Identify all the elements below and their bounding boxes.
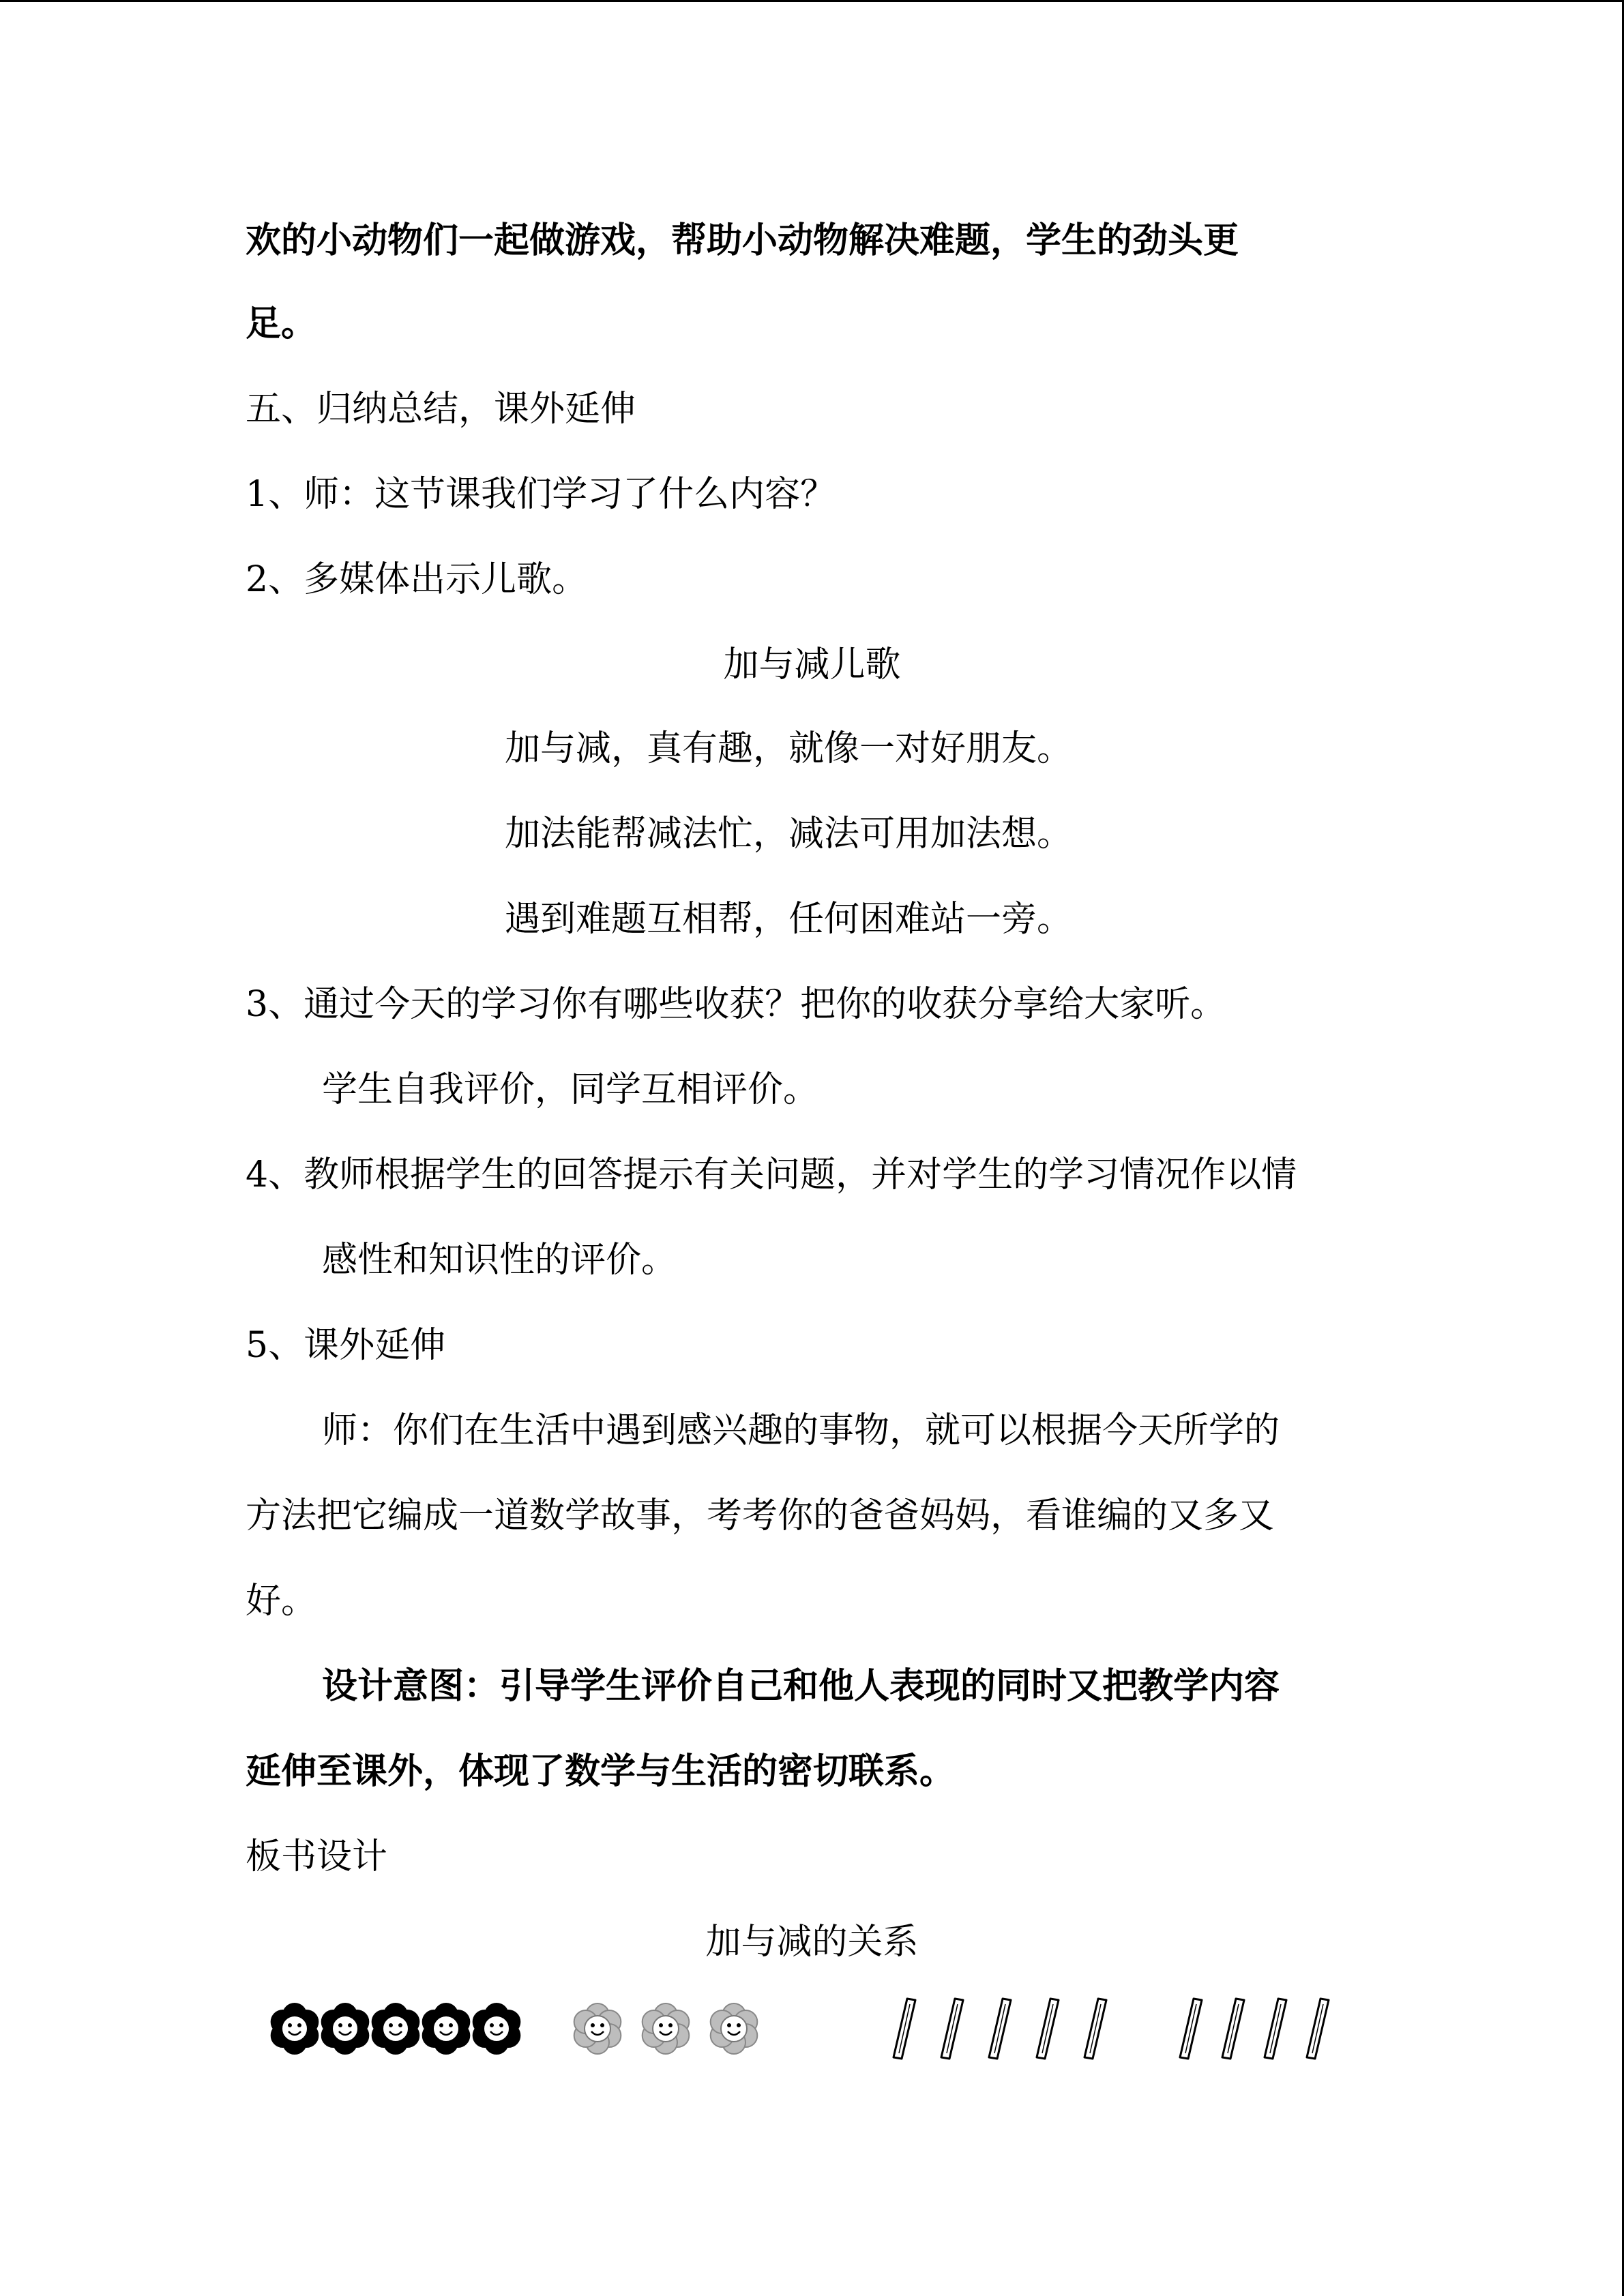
- counting-stick-icon: [1084, 1999, 1106, 2059]
- smiley-flower-black-icon: [473, 2003, 520, 2054]
- counting-stick-icon: [1037, 1999, 1059, 2059]
- section-heading: 板书设计: [246, 1836, 388, 1877]
- paragraph-line: 感性和知识性的评价。: [322, 1240, 677, 1281]
- counting-stick-icon: [1265, 1999, 1286, 2059]
- section-heading: 五、归纳总结，课外延伸: [246, 389, 636, 430]
- page-border-top: [0, 0, 1624, 2]
- smiley-flower-gray-icon: [711, 2003, 758, 2054]
- smiley-flower-black-icon: [271, 2003, 319, 2054]
- paragraph-line: 足。: [246, 303, 317, 344]
- counting-stick-icon: [941, 1999, 963, 2059]
- paragraph-line: 好。: [246, 1581, 317, 1622]
- poem-line: 遇到难题互相帮，任何困难站一旁。: [505, 899, 1073, 940]
- paragraph-line: 学生自我评价，同学互相评价。: [322, 1069, 819, 1110]
- design-intent-line: 延伸至课外，体现了数学与生活的密切联系。: [246, 1751, 956, 1792]
- paragraph-line: 3、通过今天的学习你有哪些收获？把你的收获分享给大家听。: [246, 984, 1226, 1025]
- poem-line: 加与减，真有趣，就像一对好朋友。: [505, 728, 1073, 769]
- poem-line: 加法能帮减法忙，减法可用加法想。: [505, 814, 1073, 854]
- board-svg: [266, 1988, 1357, 2070]
- poem-title: 加与减儿歌: [723, 644, 901, 685]
- paragraph-line: 1、师：这节课我们学习了什么内容？: [246, 474, 836, 515]
- counting-stick-icon: [894, 1999, 915, 2059]
- paragraph-line: 欢的小动物们一起做游戏，帮助小动物解决难题，学生的劲头更: [246, 220, 1239, 261]
- counting-stick-icon: [1222, 1999, 1244, 2059]
- paragraph-line: 5、课外延伸: [246, 1325, 446, 1366]
- smiley-flower-black-icon: [372, 2003, 419, 2054]
- counting-stick-icon: [989, 1999, 1011, 2059]
- smiley-flower-gray-icon: [574, 2003, 621, 2054]
- smiley-flower-black-icon: [423, 2003, 470, 2054]
- design-intent-line: 设计意图：引导学生评价自己和他人表现的同时又把教学内容: [322, 1666, 1280, 1707]
- board-diagram: [266, 1988, 1357, 2070]
- paragraph-line: 方法把它编成一道数学故事，考考你的爸爸妈妈，看谁编的又多又: [246, 1495, 1275, 1536]
- paragraph-line: 2、多媒体出示儿歌。: [246, 559, 588, 600]
- board-title: 加与减的关系: [705, 1922, 919, 1963]
- counting-stick-icon: [1307, 1999, 1329, 2059]
- paragraph-line: 4、教师根据学生的回答提示有关问题，并对学生的学习情况作以情: [246, 1154, 1297, 1195]
- smiley-flower-black-icon: [322, 2003, 369, 2054]
- paragraph-line: 师：你们在生活中遇到感兴趣的事物，就可以根据今天所学的: [322, 1410, 1280, 1451]
- smiley-flower-gray-icon: [643, 2003, 690, 2054]
- counting-stick-icon: [1180, 1999, 1202, 2059]
